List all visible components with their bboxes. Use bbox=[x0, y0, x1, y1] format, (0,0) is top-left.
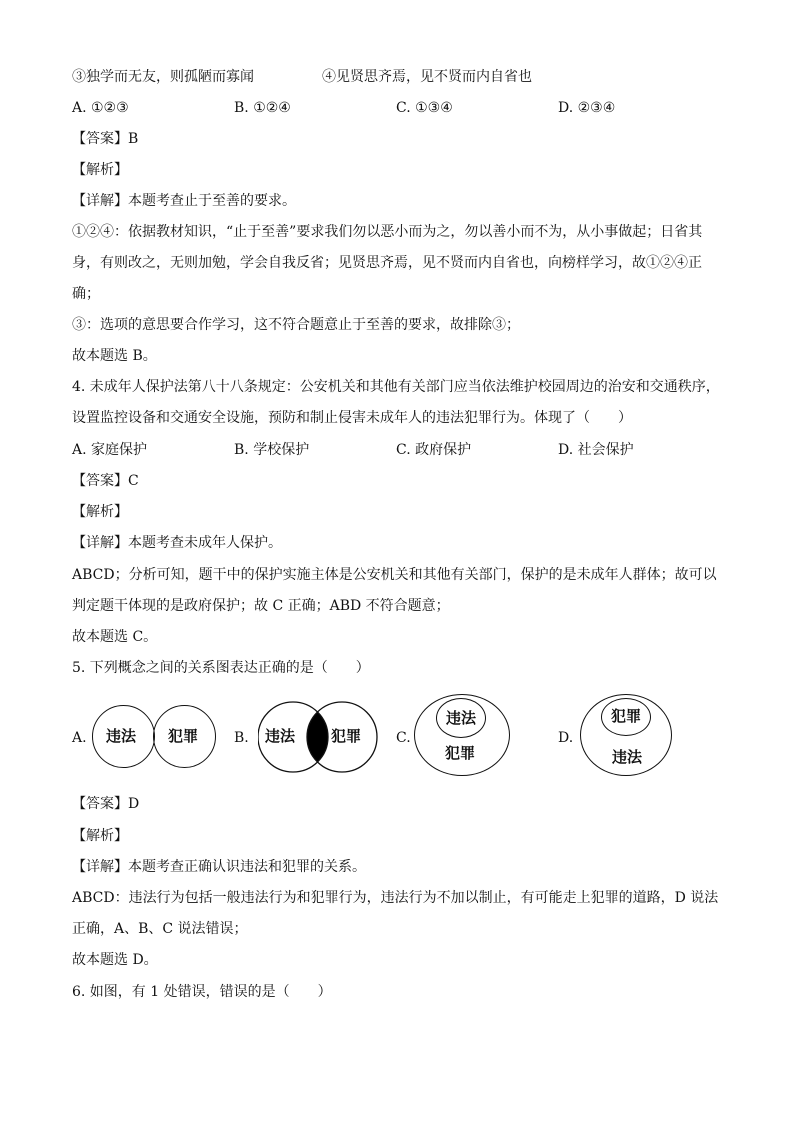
option-4-text: ④见贤思齐焉，见不贤而内自省也 bbox=[322, 69, 532, 85]
q5-explanation-line2: 正确，A、B、C 说法错误； bbox=[72, 921, 248, 937]
q3-choice-a: A. ①②③ bbox=[72, 100, 129, 116]
q3-choice-c: C. ①③④ bbox=[396, 100, 453, 116]
q3-conclusion: 故本题选 B。 bbox=[72, 348, 157, 364]
q5-detail: 【详解】本题考查正确认识违法和犯罪的关系。 bbox=[72, 859, 366, 875]
q3-choice-d: D. ②③④ bbox=[558, 100, 616, 116]
diagram-d-crime-label: 犯罪 bbox=[611, 707, 642, 725]
diagram-b-illegal-label: 违法 bbox=[265, 727, 296, 745]
q4-conclusion: 故本题选 C。 bbox=[72, 629, 158, 645]
diagram-d-illegal-label: 违法 bbox=[612, 748, 643, 766]
q3-explanation-line1: ①②④：依据教材知识，“止于至善”要求我们勿以恶小而为之，勿以善小而不为，从小事做起；日省其 bbox=[72, 224, 703, 240]
q3-analysis-label: 【解析】 bbox=[72, 162, 128, 178]
q5-stem: 5. 下列概念之间的关系图表达正确的是（ ） bbox=[72, 660, 370, 676]
q3-explanation-line3: 确； bbox=[72, 286, 100, 302]
q5-explanation-line1: ABCD：违法行为包括一般违法行为和犯罪行为，违法行为不加以制止，有可能走上犯罪的道路，D 说法 bbox=[72, 890, 719, 906]
q4-stem-line1: 4. 未成年人保护法第八十八条规定：公安机关和其他有关部门应当依法维护校园周边的治安和交通秩序， bbox=[72, 379, 720, 395]
diagram-c-illegal-label: 违法 bbox=[446, 709, 477, 727]
q5-analysis-label: 【解析】 bbox=[72, 828, 128, 844]
q4-choice-b: B. 学校保护 bbox=[234, 442, 310, 458]
diagram-c-crime-label: 犯罪 bbox=[445, 744, 476, 762]
q3-detail: 【详解】本题考查止于至善的要求。 bbox=[72, 193, 296, 209]
q3-explanation-line4: ③：选项的意思要合作学习，这不符合题意止于至善的要求，故排除③； bbox=[72, 317, 520, 333]
q4-explanation-line1: ABCD；分析可知，题干中的保护实施主体是公安机关和其他有关部门，保护的是未成年人群体；故可以 bbox=[72, 567, 717, 583]
diagram-b-crime-label: 犯罪 bbox=[331, 727, 362, 745]
q5-letter-b: B. bbox=[234, 730, 249, 746]
q3-answer: 【答案】B bbox=[72, 131, 139, 147]
q3-choice-b: B. ①②④ bbox=[234, 100, 291, 116]
option-3-text: ③独学而无友，则孤陋而寡闻 bbox=[72, 69, 254, 85]
q5-letter-a: A. bbox=[72, 730, 87, 746]
q4-stem-line2: 设置监控设备和交通安全设施，预防和制止侵害未成年人的违法犯罪行为。体现了（ ） bbox=[72, 410, 632, 426]
q5-conclusion: 故本题选 D。 bbox=[72, 952, 158, 968]
q4-choice-d: D. 社会保护 bbox=[558, 442, 634, 458]
q4-explanation-line2: 判定题干体现的是政府保护；故 C 正确；ABD 不符合题意； bbox=[72, 598, 450, 614]
q4-detail: 【详解】本题考查未成年人保护。 bbox=[72, 535, 282, 551]
q5-letter-d: D. bbox=[558, 730, 574, 746]
q4-choice-c: C. 政府保护 bbox=[396, 442, 472, 458]
diagram-a-crime-label: 犯罪 bbox=[168, 727, 199, 745]
q4-choice-a: A. 家庭保护 bbox=[72, 442, 148, 458]
q6-stem: 6. 如图，有 1 处错误，错误的是（ ） bbox=[72, 984, 332, 1000]
diagram-a-illegal-label: 违法 bbox=[106, 727, 137, 745]
q4-answer: 【答案】C bbox=[72, 473, 139, 489]
q5-answer: 【答案】D bbox=[72, 796, 140, 812]
q5-letter-c: C. bbox=[396, 730, 411, 746]
q3-explanation-line2: 身，有则改之，无则加勉，学会自我反省；见贤思齐焉，见不贤而内自省也，向榜样学习，故①②④正 bbox=[72, 255, 702, 271]
q4-analysis-label: 【解析】 bbox=[72, 504, 128, 520]
